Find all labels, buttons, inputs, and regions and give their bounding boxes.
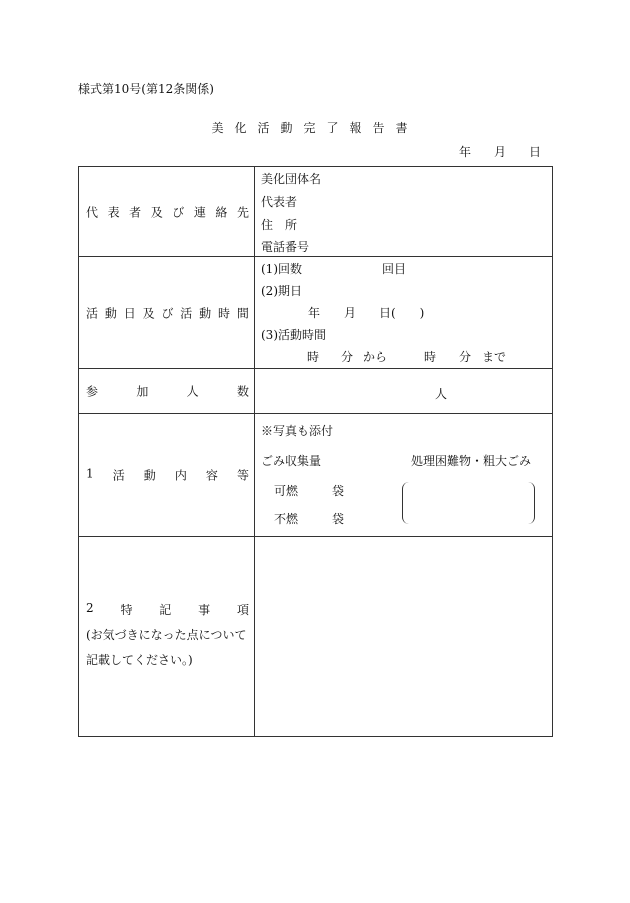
label-char: 及 xyxy=(150,205,163,219)
notes-sub-line-1: (お気づきになった点について xyxy=(86,628,247,642)
participants-value-cell[interactable] xyxy=(255,369,553,414)
label-char: 事 xyxy=(198,603,211,617)
count-suffix: 回目 xyxy=(382,262,407,276)
label-char: 特 xyxy=(120,603,133,617)
activity-content-label-cell xyxy=(79,414,255,537)
representative-label-cell xyxy=(79,167,255,257)
time-from-label: から xyxy=(363,350,388,364)
burnable-unit: 袋 xyxy=(332,484,345,498)
label-char: 活 xyxy=(112,468,125,483)
activity-content-label xyxy=(86,467,249,484)
group-name-label: 美化団体名 xyxy=(261,172,322,186)
date-month-label: 月 xyxy=(494,145,507,159)
count-label: (1)回数 xyxy=(261,262,302,276)
photo-attach-note: ※写真も添付 xyxy=(261,424,334,438)
label-char: 日 xyxy=(123,306,136,320)
representative-name-label: 代表者 xyxy=(261,195,298,209)
time-hour-start: 時 xyxy=(307,350,320,364)
label-char: 動 xyxy=(143,468,156,483)
period-month: 月 xyxy=(344,306,357,320)
time-to-label: まで xyxy=(482,350,507,364)
label-char: 表 xyxy=(107,205,120,219)
label-char: 数 xyxy=(236,384,249,399)
garbage-amount-label: ごみ収集量 xyxy=(261,454,322,468)
participants-unit: 人 xyxy=(435,387,448,401)
representative-label xyxy=(86,203,249,220)
notes-label xyxy=(86,601,249,618)
label-char: 加 xyxy=(136,384,149,399)
label-char: 動 xyxy=(104,306,117,320)
period-year: 年 xyxy=(308,306,321,320)
period-label: (2)期日 xyxy=(261,284,302,298)
label-char: 動 xyxy=(199,306,212,320)
document-title: 美化活動完了報告書 xyxy=(211,121,419,135)
label-char: 2 xyxy=(86,601,94,615)
activity-datetime-label xyxy=(86,304,249,321)
notes-sub-line-2: 記載してください。) xyxy=(86,653,193,667)
label-char: 及 xyxy=(142,306,155,320)
activity-datetime-value-cell[interactable] xyxy=(255,257,553,369)
label-char: 先 xyxy=(236,205,249,219)
notes-value-cell[interactable] xyxy=(255,537,553,737)
participants-label xyxy=(86,383,249,400)
report-form-table xyxy=(78,166,553,737)
label-char: 者 xyxy=(129,205,142,219)
label-char: 人 xyxy=(186,384,199,399)
label-char: 絡 xyxy=(215,205,228,219)
label-char: 記 xyxy=(159,603,172,617)
address-label: 住 所 xyxy=(261,218,298,232)
label-char: 参 xyxy=(86,384,99,399)
phone-label: 電話番号 xyxy=(261,240,310,254)
label-char: 活 xyxy=(180,306,193,320)
period-day: 日( ) xyxy=(379,306,425,320)
time-hour-end: 時 xyxy=(424,350,437,364)
label-char: 連 xyxy=(193,205,206,219)
date-year-label: 年 xyxy=(459,145,472,159)
participants-row xyxy=(79,369,553,414)
label-char: 代 xyxy=(86,205,99,219)
participants-label-cell xyxy=(79,369,255,414)
waste-bracket xyxy=(402,482,535,524)
notes-row xyxy=(79,537,553,737)
label-char: 活 xyxy=(86,306,99,320)
label-char: 等 xyxy=(236,468,249,483)
label-char: び xyxy=(161,306,174,320)
time-label: (3)活動時間 xyxy=(261,328,326,342)
form-number: 様式第10号(第12条関係) xyxy=(78,82,214,96)
difficult-waste-label: 処理困難物・粗大ごみ xyxy=(411,454,532,468)
label-char: び xyxy=(172,205,185,219)
time-minute-end: 分 xyxy=(459,350,472,364)
label-char: 項 xyxy=(236,603,249,617)
label-char: 時 xyxy=(218,306,231,320)
label-char: 間 xyxy=(236,306,249,320)
date-day-label: 日 xyxy=(529,145,542,159)
representative-row xyxy=(79,167,553,257)
activity-datetime-row xyxy=(79,257,553,369)
nonburnable-unit: 袋 xyxy=(332,512,345,526)
time-minute-start: 分 xyxy=(341,350,354,364)
label-char: 1 xyxy=(86,466,94,481)
burnable-label: 可燃 xyxy=(274,484,299,498)
activity-datetime-label-cell xyxy=(79,257,255,369)
representative-value-cell[interactable] xyxy=(255,167,553,257)
nonburnable-label: 不燃 xyxy=(274,512,299,526)
notes-label-cell xyxy=(79,537,255,737)
label-char: 容 xyxy=(205,468,218,483)
label-char: 内 xyxy=(174,468,187,483)
